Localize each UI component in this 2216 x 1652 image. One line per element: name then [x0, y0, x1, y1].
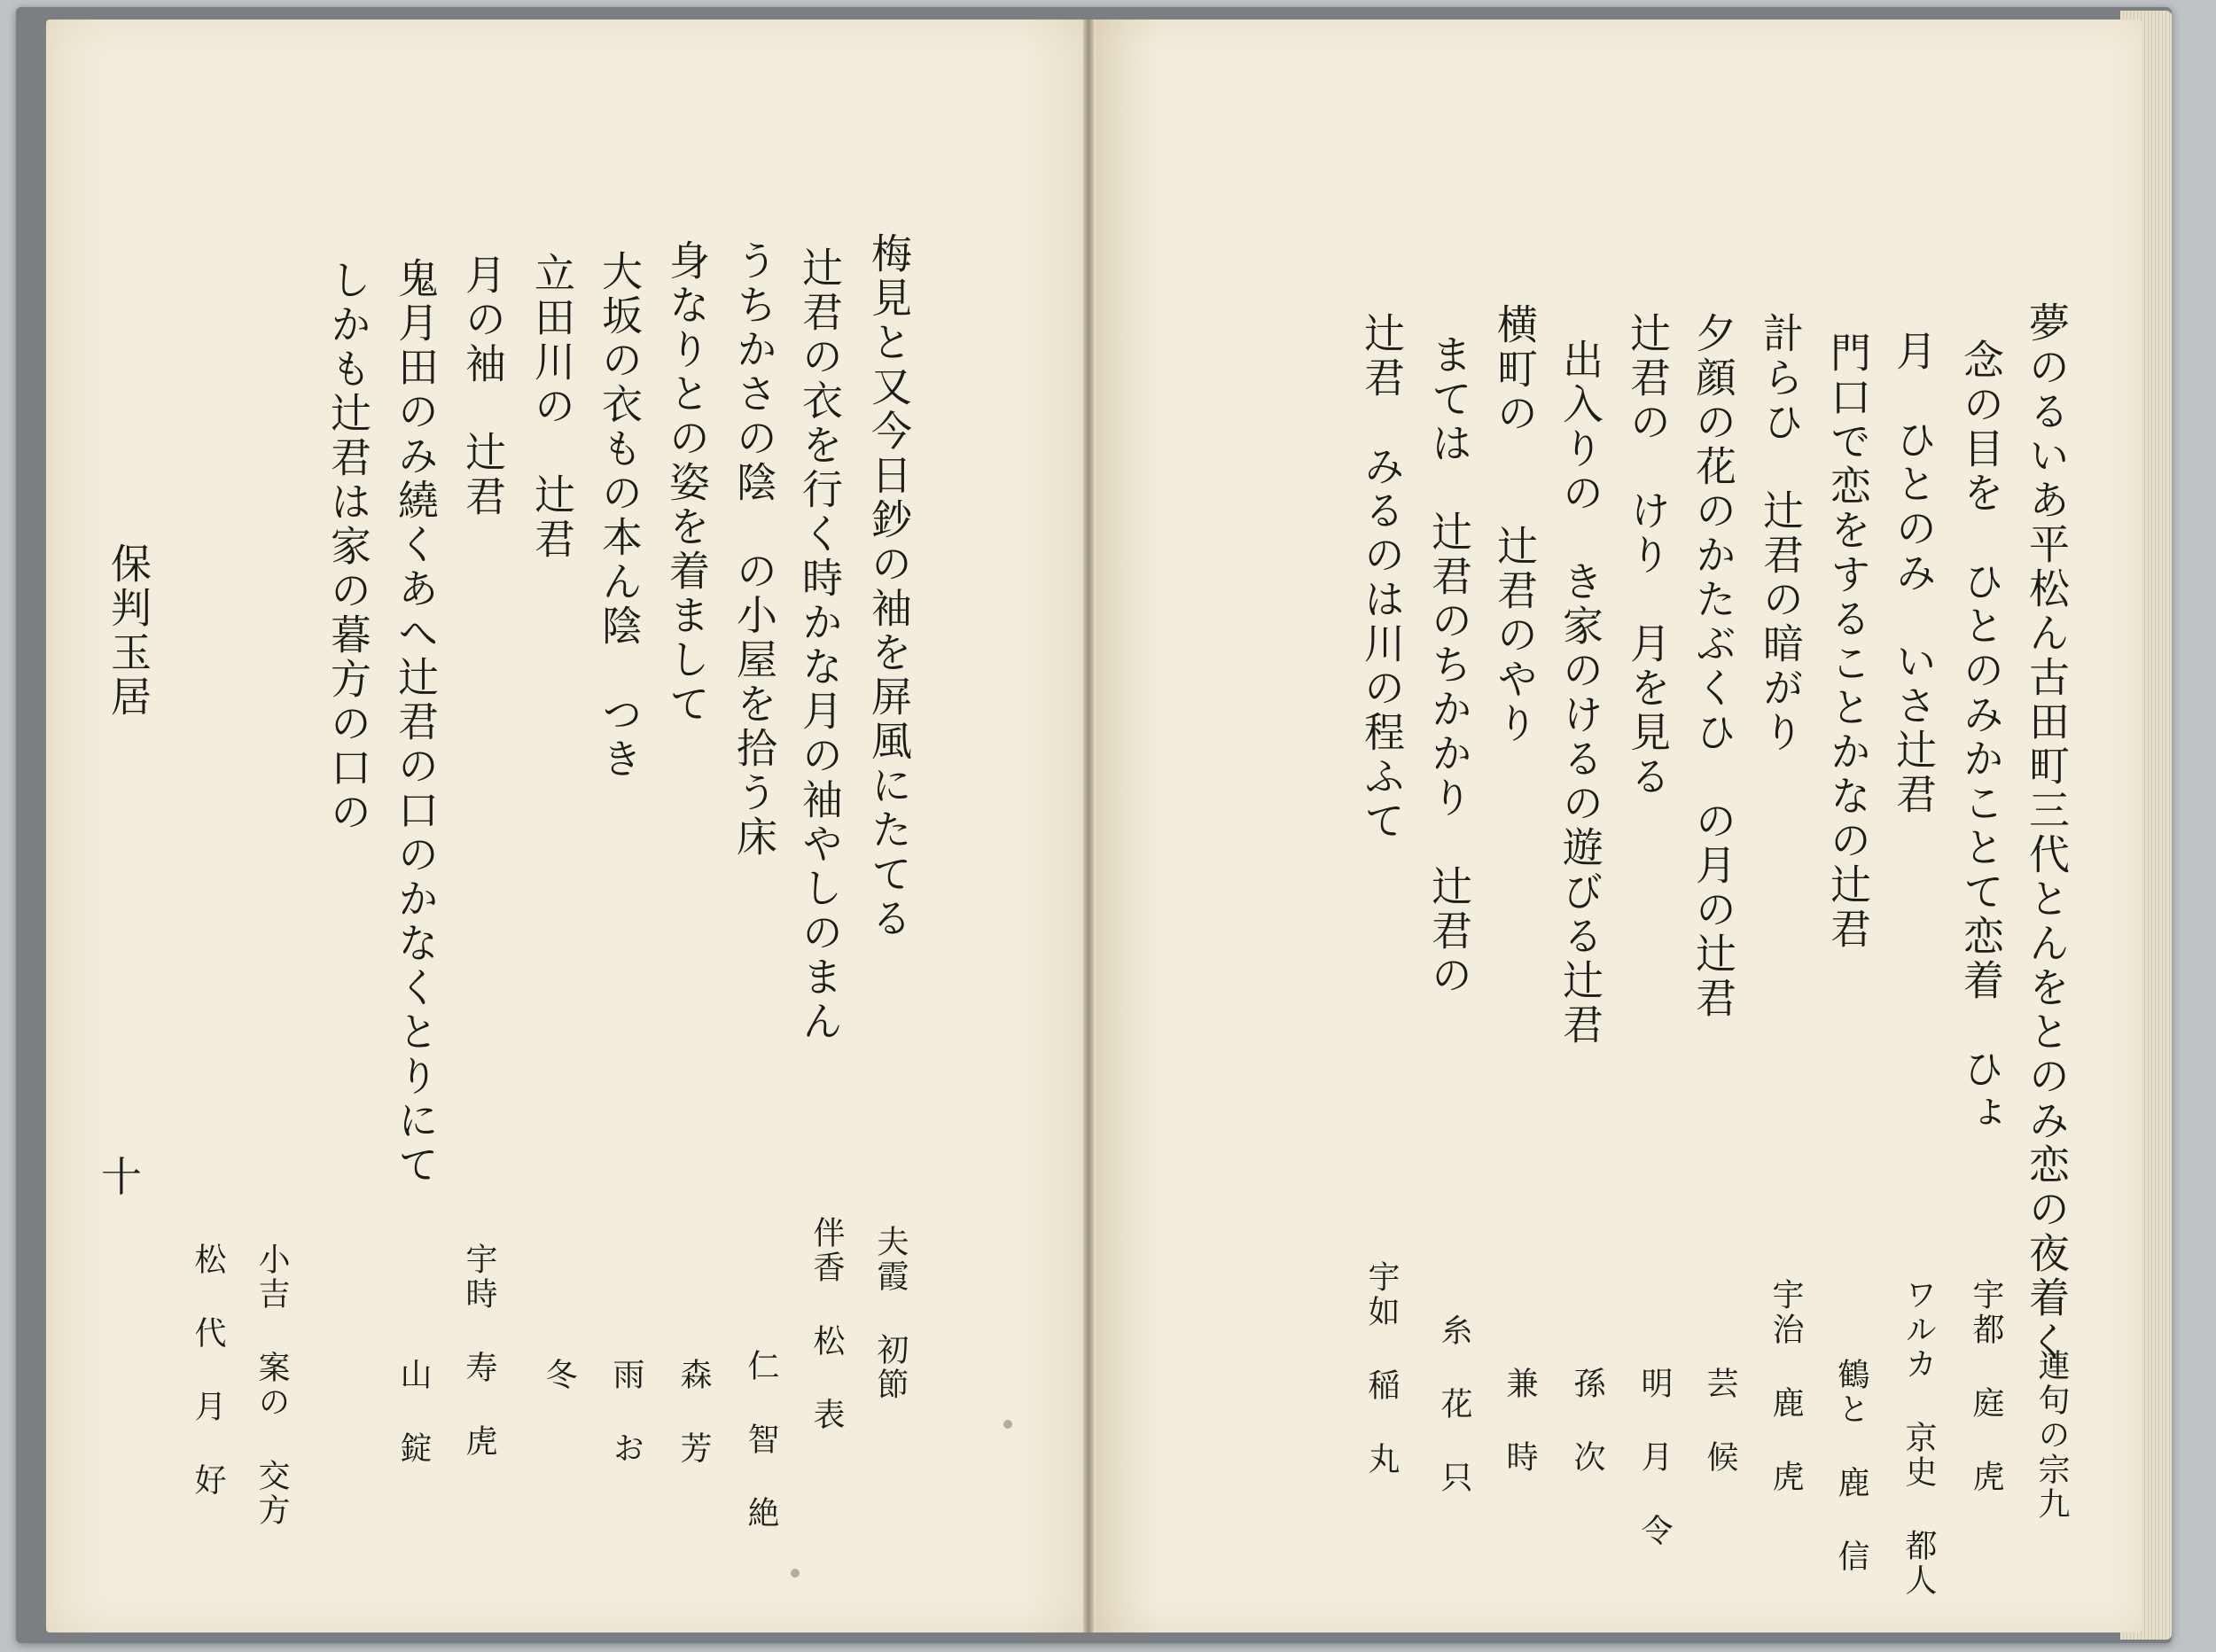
left-attribution-5: 雨 お — [608, 1358, 644, 1466]
left-column-8: 鬼月田のみ繞くあへ辻君の口のかなくとりにて — [392, 257, 440, 1188]
right-attribution-2: 宇都 庭 虎 — [1968, 1278, 2004, 1494]
right-page — [1096, 19, 2142, 1633]
right-attribution-9: 兼 時 — [1502, 1367, 1538, 1475]
left-attribution-1: 夫霞 初節 — [872, 1225, 909, 1402]
right-attribution-10: 糸 花 只 — [1436, 1313, 1472, 1495]
right-column-3: 月 ひとのみ いさ辻君 — [1890, 330, 1938, 817]
left-column-5: 大坂の衣もの本ん陰 つき — [596, 250, 644, 782]
left-attribution-4: 森 芳 — [675, 1358, 712, 1466]
right-column-8: 出入りの き家のけるの遊びる辻君 — [1557, 339, 1604, 1048]
right-attribution-6: 芸 候 — [1702, 1367, 1738, 1475]
right-column-1: 夢のるいあ平松ん古田町三代とんをとのみ恋の夜着く — [2023, 301, 2071, 1365]
left-column-3: うちかさの陰 の小屋を拾う床 — [730, 239, 778, 860]
right-column-6: 夕顔の花のかたぶくひ の月の辻君 — [1689, 312, 1737, 1021]
left-attribution-2: 伴香 松 表 — [808, 1216, 845, 1432]
right-attribution-3: ワルカ 京史 都人 — [1900, 1278, 1937, 1598]
right-column-11: 辻君 みるのは川の程ふて — [1358, 312, 1406, 844]
right-column-7: 辻君の けり 月を見る — [1624, 312, 1672, 799]
left-attribution-7: 宇時 寿 虎 — [461, 1243, 497, 1459]
paper-speck — [1003, 1420, 1012, 1429]
right-column-2: 念の目を ひとのみかことて恋着 ひょ — [1957, 339, 2005, 1136]
left-column-1: 梅見と又今日鈔の袖を屏風にたてる — [865, 232, 913, 941]
right-attribution-5: 宇治 鹿 虎 — [1767, 1278, 1804, 1494]
left-attribution-9: 小吉 案の 交方 — [254, 1243, 290, 1528]
left-column-9: しかも辻君は家の暮方の口の — [324, 259, 372, 835]
right-attribution-4: 鶴と 鹿 信 — [1833, 1358, 1869, 1574]
left-attribution-3: 仁 智 絶 — [743, 1349, 779, 1531]
right-column-5: 計らひ 辻君の暗がり — [1757, 312, 1805, 755]
page-number: 十 — [101, 1153, 142, 1201]
book-gutter — [1083, 19, 1094, 1633]
left-column-6: 立田川の 辻君 — [528, 252, 576, 562]
right-column-10: まては 辻君のちかかり 辻君の — [1425, 333, 1473, 998]
left-column-4: 身なりとの姿を着まして — [663, 239, 711, 727]
right-attribution-8: 孫 次 — [1569, 1367, 1605, 1475]
right-attribution-7: 明 月 令 — [1636, 1367, 1673, 1548]
paper-speck — [791, 1569, 800, 1578]
right-attribution-1: 連句の宗九 — [2033, 1349, 2070, 1522]
left-column-7: 月の袖 辻君 — [459, 253, 507, 519]
left-attribution-8: 山 錠 — [395, 1358, 432, 1466]
right-attribution-11: 宇如 稲 丸 — [1363, 1260, 1400, 1477]
right-column-9: 横町の 辻君のやり — [1491, 303, 1539, 746]
left-signature: 保判玉居 — [105, 542, 152, 720]
right-column-4: 門口で恋をすることかなの辻君 — [1824, 331, 1872, 952]
left-attribution-6: 冬 — [541, 1358, 577, 1392]
left-page — [46, 19, 1108, 1633]
left-attribution-10: 松 代 月 好 — [190, 1243, 226, 1498]
left-column-2: 辻君の衣を行く時かな月の袖やしのまん — [796, 246, 844, 1044]
